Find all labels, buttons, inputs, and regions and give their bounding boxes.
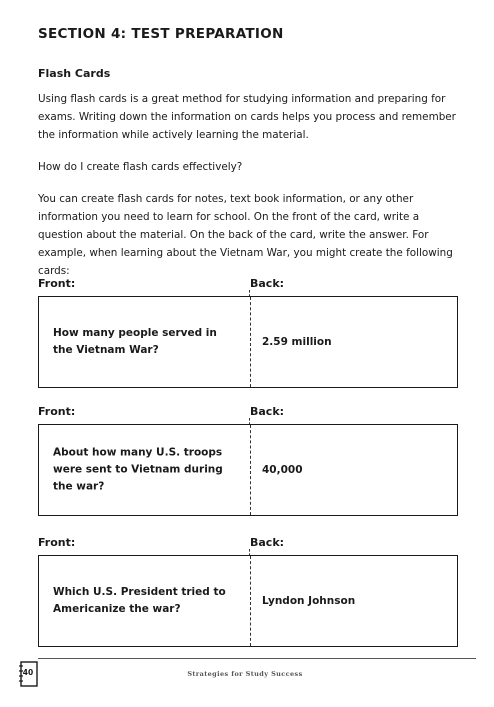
flash-card <box>38 555 458 647</box>
flash-card <box>38 296 458 388</box>
page-number: 40 <box>22 668 34 677</box>
card-divider <box>250 297 251 387</box>
section-title: SECTION 4: TEST PREPARATION <box>38 26 284 42</box>
footer-title: Strategies for Study Success <box>187 670 303 678</box>
question-paragraph: How do I create flash cards effectively? <box>38 161 243 173</box>
page-number-badge <box>17 660 39 688</box>
card-divider <box>250 556 251 646</box>
card-back-text: Lyndon Johnson <box>262 595 356 607</box>
front-label: Front: <box>38 536 76 549</box>
front-label: Front: <box>38 277 76 290</box>
explanation-paragraph: You can create flash cards for notes, text book information, or any other information you need to learn for school. On the front of the card, write a question about the material. On the back of the card, write the answer. For example, when learning about the Vietnam War, you might create the following cards: <box>38 193 453 277</box>
back-label: Back: <box>250 405 285 418</box>
card-front-text: Which U.S. President tried to Americanize the war? <box>53 586 226 615</box>
subheading-flash-cards: Flash Cards <box>38 67 111 80</box>
card-back-text: 2.59 million <box>262 336 332 348</box>
card-front-text: How many people served in the Vietnam War? <box>53 327 217 356</box>
back-label: Back: <box>250 277 285 290</box>
back-label: Back: <box>250 536 285 549</box>
flash-card <box>38 424 458 516</box>
card-front-text: About how many U.S. troops were sent to Vietnam during the war? <box>53 446 223 493</box>
footer-rule <box>38 658 476 659</box>
card-back-text: 40,000 <box>262 464 303 476</box>
intro-paragraph: Using flash cards is a great method for studying information and preparing for exams. Writing down the information on cards helps you process and remember the information while actively learning the material. <box>38 93 456 141</box>
front-label: Front: <box>38 405 76 418</box>
card-divider <box>250 425 251 515</box>
